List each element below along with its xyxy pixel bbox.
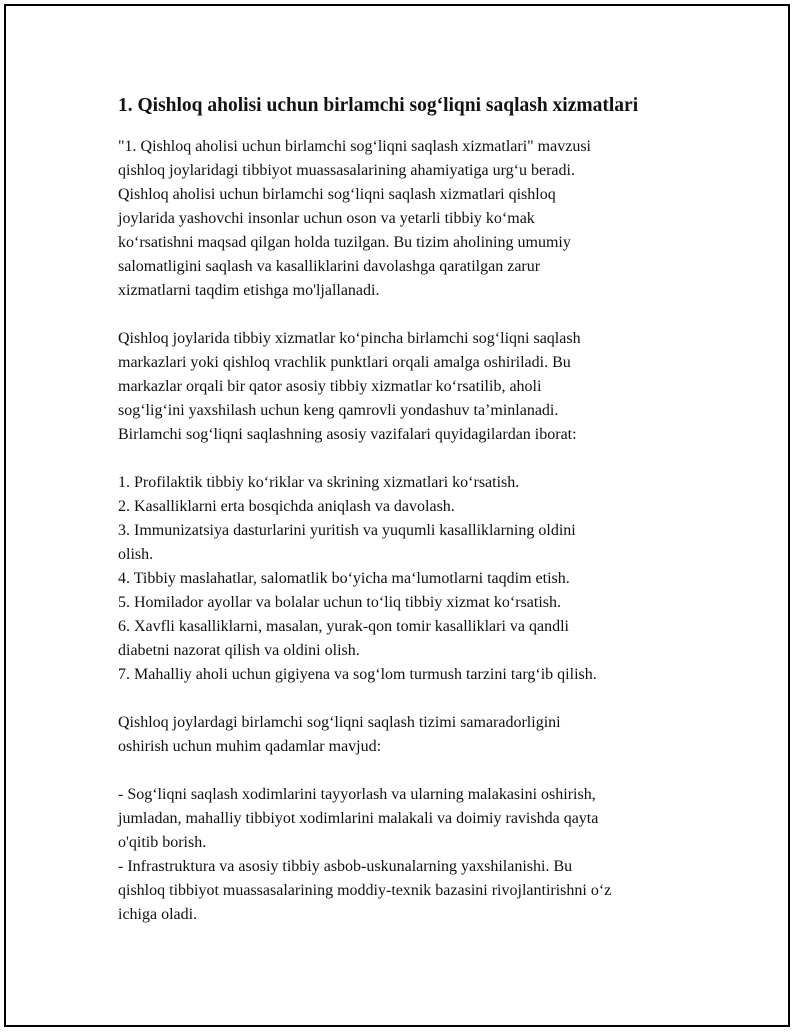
text-line: salomatligini saqlash va kasalliklarini davolashga qaratilgan zarur [118, 258, 541, 275]
text-line: Qishloq aholisi uchun birlamchi sog‘liqni saqlash xizmatlari qishloq [118, 186, 556, 203]
bullet-item-continuation: o'qitib borish. [118, 834, 207, 851]
list-item: 4. Tibbiy maslahatlar, salomatlik bo‘yicha ma‘lumotlarni taqdim etish. [118, 570, 570, 587]
text-line: ko‘rsatishni maqsad qilgan holda tuzilgan. Bu tizim aholining umumiy [118, 234, 571, 251]
text-line: sog‘lig‘ini yaxshilash uchun keng qamrovli yondashuv ta’minlanadi. [118, 402, 559, 419]
text-line: Qishloq joylarida tibbiy xizmatlar ko‘pincha birlamchi sog‘liqni saqlash [118, 330, 581, 347]
bullet-item-continuation: jumladan, mahalliy tibbiyot xodimlarini malakali va doimiy ravishda qayta [118, 810, 599, 827]
list-item: 7. Mahalliy aholi uchun gigiyena va sog‘lom turmush tarzini targ‘ib qilish. [118, 666, 597, 683]
text-line: joylarida yashovchi insonlar uchun oson va yetarli tibbiy ko‘mak [118, 210, 535, 227]
text-line: markazlari yoki qishloq vrachlik punktlari orqali amalga oshiriladi. Bu [118, 354, 571, 371]
paragraph-intro [118, 135, 708, 303]
text-line: markazlar orqali bir qator asosiy tibbiy xizmatlar ko‘rsatilib, aholi [118, 378, 542, 395]
bullet-item: - Infrastruktura va asosiy tibbiy asbob-uskunalarning yaxshilanishi. Bu [118, 858, 573, 875]
paragraph-steps-intro [118, 711, 708, 759]
text-line: qishloq joylaridagi tibbiyot muassasalarining ahamiyatiga urg‘u beradi. [118, 162, 575, 179]
list-item-continuation: diabetni nazorat qilish va oldini olish. [118, 642, 360, 659]
paragraph-services [118, 327, 708, 447]
document-body [118, 93, 708, 951]
numbered-list [118, 471, 708, 687]
text-line: xizmatlarni taqdim etishga mo'ljallanadi. [118, 282, 380, 299]
bullet-item-continuation: ichiga oladi. [118, 906, 198, 923]
text-line: Birlamchi sog‘liqni saqlashning asosiy vazifalari quyidagilardan iborat: [118, 426, 577, 443]
text-line: "1. Qishloq aholisi uchun birlamchi sog‘liqni saqlash xizmatlari" mavzusi [118, 138, 591, 155]
list-item: 3. Immunizatsiya dasturlarini yuritish va yuqumli kasalliklarning oldini [118, 522, 576, 539]
list-item: 2. Kasalliklarni erta bosqichda aniqlash va davolash. [118, 498, 455, 515]
document-title: 1. Qishloq aholisi uchun birlamchi sog‘liqni saqlash xizmatlari [118, 95, 639, 116]
bullet-item: - Sog‘liqni saqlash xodimlarini tayyorlash va ularning malakasini oshirish, [118, 786, 596, 803]
text-line: Qishloq joylardagi birlamchi sog‘liqni saqlash tizimi samaradorligini [118, 714, 561, 731]
list-item-continuation: olish. [118, 546, 154, 563]
text-line: oshirish uchun muhim qadamlar mavjud: [118, 738, 382, 755]
list-item: 1. Profilaktik tibbiy ko‘riklar va skrining xizmatlari ko‘rsatish. [118, 474, 520, 491]
list-item: 5. Homilador ayollar va bolalar uchun to‘liq tibbiy xizmat ko‘rsatish. [118, 594, 562, 611]
bullet-list [118, 783, 708, 927]
bullet-item-continuation: qishloq tibbiyot muassasalarining moddiy-texnik bazasini rivojlantirishni o‘z [118, 882, 612, 899]
list-item: 6. Xavfli kasalliklarni, masalan, yurak-qon tomir kasalliklari va qandli [118, 618, 569, 635]
